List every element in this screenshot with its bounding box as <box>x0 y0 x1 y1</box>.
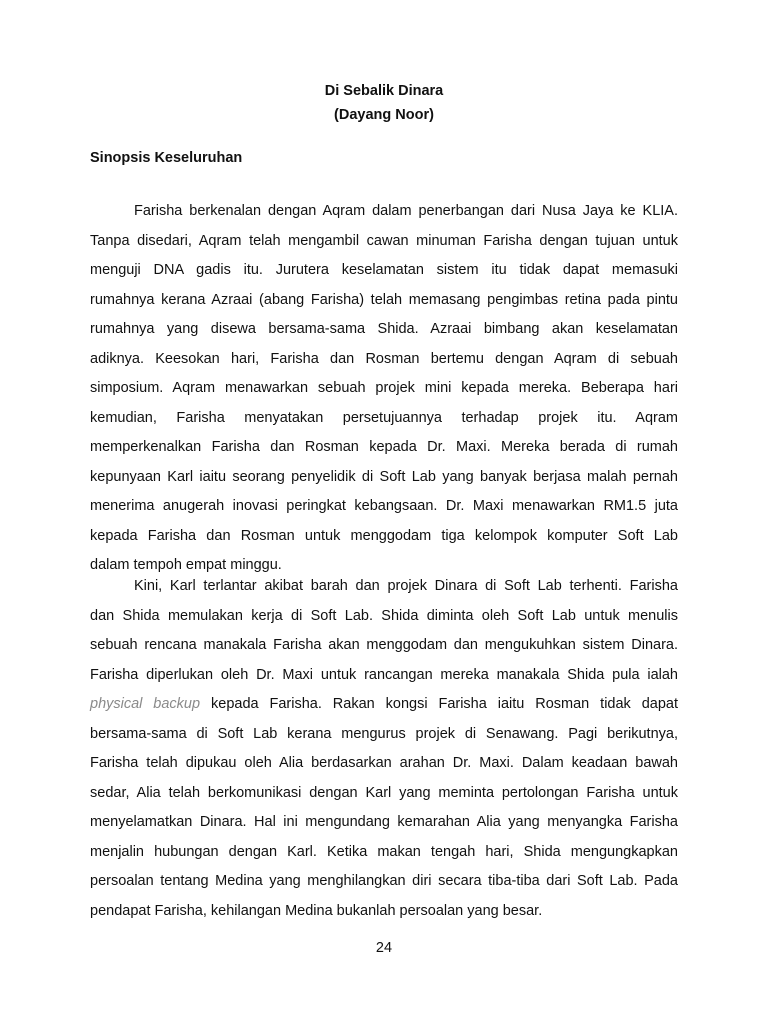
document-title: Di Sebalik Dinara <box>324 83 444 99</box>
text-line: menyelamatkan Dinara. Hal ini mengundang kemarahan Alia yang menyangka Farisha <box>90 814 678 830</box>
text-line: Farisha telah dipukau oleh Alia berdasarkan arahan Dr. Maxi. Dalam keadaan bawah <box>90 755 678 771</box>
text-line: rumahnya kerana Azraai (abang Farisha) telah memasang pengimbas retina pada pintu <box>90 291 678 308</box>
text-line: kemudian, Farisha menyatakan persetujuannya terhadap projek itu. Aqram <box>90 409 678 426</box>
text-line: menguji DNA gadis itu. Jurutera keselamatan sistem itu tidak dapat memasuki <box>90 262 678 278</box>
text-line: kepunyaan Karl iaitu seorang penyelidik di Soft Lab yang banyak berjasa malah pernah <box>90 468 678 485</box>
text-line <box>90 690 678 720</box>
text-segment: kepada Farisha. Rakan kongsi Farisha iaitu Rosman tidak dapat <box>211 696 678 712</box>
text-line: Tanpa disedari, Aqram telah mengambil cawan minuman Farisha dengan tujuan untuk <box>90 232 678 249</box>
page-number: 24 <box>375 940 393 956</box>
document-author: (Dayang Noor) <box>334 107 434 123</box>
text-line: Farisha berkenalan dengan Aqram dalam penerbangan dari Nusa Jaya ke KLIA. <box>134 203 678 219</box>
text-line: dalam tempoh empat minggu. <box>90 557 282 573</box>
text-line: sebuah rencana manakala Farisha akan menggodam dan mengukuhkan sistem Dinara. <box>90 637 678 653</box>
text-line: sedar, Alia telah berkomunikasi dengan Karl yang meminta pertolongan Farisha untuk <box>90 784 678 801</box>
emphasis-text: physical backup <box>90 696 201 712</box>
text-line: Farisha diperlukan oleh Dr. Maxi untuk rancangan mereka manakala Shida pula ialah <box>90 666 678 683</box>
text-line: Kini, Karl terlantar akibat barah dan projek Dinara di Soft Lab terhenti. Farisha <box>134 578 678 594</box>
text-line: simposium. Aqram menawarkan sebuah projek mini kepada mereka. Beberapa hari <box>90 380 678 396</box>
text-line: menjalin hubungan dengan Karl. Ketika makan tengah hari, Shida mengungkapkan <box>90 843 678 860</box>
section-heading: Sinopsis Keseluruhan <box>90 150 243 166</box>
text-line: kepada Farisha dan Rosman untuk menggodam tiga kelompok komputer Soft Lab <box>90 527 678 544</box>
text-line: menerima anugerah inovasi peringkat kebangsaan. Dr. Maxi menawarkan RM1.5 juta <box>90 498 678 514</box>
text-line: adiknya. Keesokan hari, Farisha dan Rosman bertemu dengan Aqram di sebuah <box>90 350 678 367</box>
text-line: bersama-sama di Soft Lab kerana mengurus projek di Senawang. Pagi berikutnya, <box>90 725 678 742</box>
text-line: persoalan tentang Medina yang menghilangkan diri secara tiba-tiba dari Soft Lab. Pada <box>90 873 678 889</box>
text-line: dan Shida memulakan kerja di Soft Lab. Shida diminta oleh Soft Lab untuk menulis <box>90 607 678 624</box>
paragraph-2 <box>90 572 678 926</box>
text-line: pendapat Farisha, kehilangan Medina bukanlah persoalan yang besar. <box>90 902 543 919</box>
paragraph-1 <box>90 197 678 581</box>
text-line: memperkenalkan Farisha dan Rosman kepada Dr. Maxi. Mereka berada di rumah <box>90 439 678 455</box>
text-line: rumahnya yang disewa bersama-sama Shida. Azraai bimbang akan keselamatan <box>90 321 678 337</box>
